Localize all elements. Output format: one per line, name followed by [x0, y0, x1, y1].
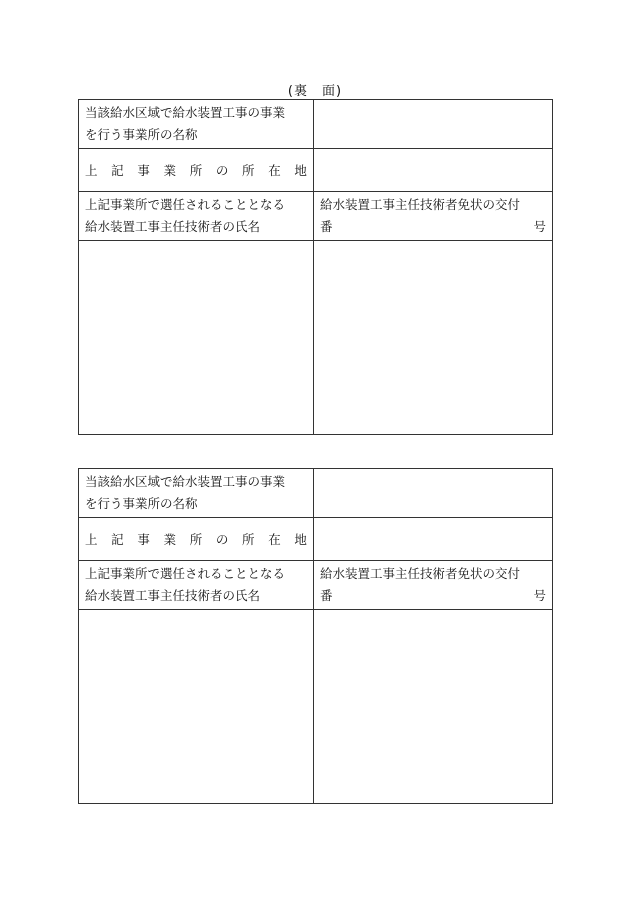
engineer-names-field[interactable] — [79, 610, 314, 804]
location-label-char: 上 — [85, 532, 98, 547]
location-label-char: の — [215, 163, 229, 178]
license-numbers-field[interactable] — [314, 241, 553, 435]
license-number-label-ban: 番 — [320, 588, 333, 603]
engineer-name-label-line2: 給水装置工事主任技術者の氏名 — [85, 588, 261, 603]
location-label-char: 事 — [137, 163, 150, 178]
business-name-field[interactable] — [314, 100, 553, 149]
engineer-name-label — [79, 561, 314, 610]
location-label — [79, 149, 314, 192]
license-number-label-line2 — [320, 585, 546, 607]
business-name-label-line2: を行う事業所の名称 — [85, 127, 198, 142]
location-label-text — [85, 520, 307, 551]
location-label — [79, 518, 314, 561]
location-label-char: 在 — [268, 532, 281, 547]
location-label-char: 事 — [137, 532, 150, 547]
license-number-label — [314, 561, 553, 610]
engineer-name-label-line2: 給水装置工事主任技術者の氏名 — [85, 219, 261, 234]
business-office-form-1 — [78, 99, 553, 435]
location-label-char: 所 — [242, 163, 255, 178]
location-label-char: 記 — [111, 532, 124, 547]
location-label-char: 業 — [163, 163, 177, 178]
location-label-char: 記 — [111, 163, 124, 178]
license-number-label-line1: 給水装置工事主任技術者免状の交付 — [320, 197, 521, 212]
location-label-char: 所 — [242, 532, 255, 547]
location-field[interactable] — [314, 518, 553, 561]
engineer-name-label-line1: 上記事業所で選任されることとなる — [85, 197, 286, 212]
license-number-label-ban: 番 — [320, 219, 333, 234]
license-number-label-go: 号 — [533, 588, 546, 603]
license-number-label-line2 — [320, 216, 546, 238]
license-number-label-go: 号 — [533, 219, 546, 234]
engineer-names-field[interactable] — [79, 241, 314, 435]
location-label-char: の — [215, 532, 229, 547]
license-numbers-field[interactable] — [314, 610, 553, 804]
business-name-label-line1: 当該給水区域で給水装置工事の事業 — [85, 105, 286, 120]
location-label-char: 業 — [163, 532, 177, 547]
business-name-field[interactable] — [314, 469, 553, 518]
location-label-char: 地 — [294, 532, 307, 547]
license-number-label-line1: 給水装置工事主任技術者免状の交付 — [320, 566, 521, 581]
business-name-label-line1: 当該給水区域で給水装置工事の事業 — [85, 474, 286, 489]
location-label-char: 所 — [189, 532, 203, 547]
business-name-label-line2: を行う事業所の名称 — [85, 496, 198, 511]
engineer-name-label — [79, 192, 314, 241]
page-title: (裏 面) — [287, 84, 343, 99]
license-number-label — [314, 192, 553, 241]
business-office-form-2 — [78, 468, 553, 804]
location-label-char: 在 — [268, 163, 281, 178]
business-name-label — [79, 469, 314, 518]
business-name-label — [79, 100, 314, 149]
location-label-text — [85, 151, 307, 182]
engineer-name-label-line1: 上記事業所で選任されることとなる — [85, 566, 286, 581]
location-label-char: 所 — [189, 163, 203, 178]
location-label-char: 地 — [294, 163, 307, 178]
location-label-char: 上 — [85, 163, 98, 178]
location-field[interactable] — [314, 149, 553, 192]
